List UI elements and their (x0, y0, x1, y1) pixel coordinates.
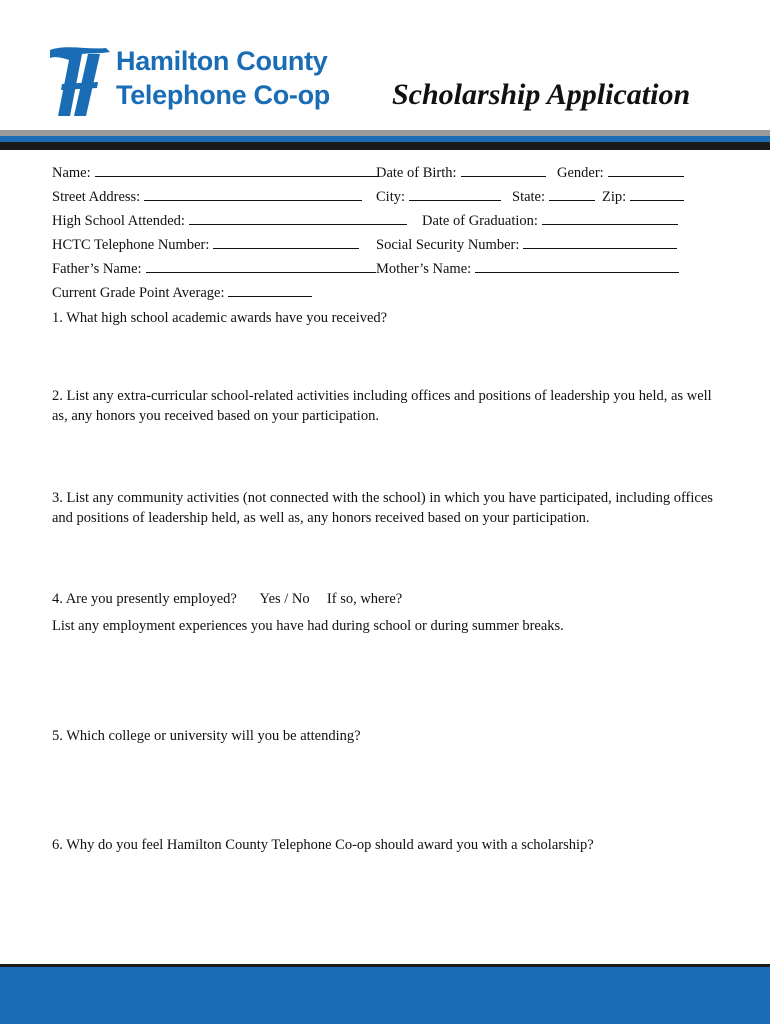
h-logo-icon (48, 46, 114, 118)
high-school-label: High School Attended: (52, 213, 185, 229)
mother-input-line[interactable] (475, 260, 679, 273)
mother-field-row (376, 260, 679, 278)
ssn-input-line[interactable] (523, 236, 677, 249)
phone-input-line[interactable] (213, 236, 359, 249)
dob-input-line[interactable] (461, 164, 546, 177)
state-label: State: (512, 189, 546, 205)
logo-text-line1: Hamilton County (116, 46, 328, 76)
phone-field-row (52, 236, 359, 254)
grad-date-input-line[interactable] (542, 212, 678, 225)
high-school-input-line[interactable] (189, 212, 407, 225)
state-input-line[interactable] (549, 188, 595, 201)
gender-field-row (557, 164, 684, 182)
mother-label: Mother’s Name: (376, 261, 472, 277)
gpa-input-line[interactable] (228, 284, 312, 297)
father-input-line[interactable] (146, 260, 376, 273)
street-input-line[interactable] (144, 188, 362, 201)
name-field-row (52, 164, 379, 182)
state-field-row (512, 188, 595, 206)
question-2: 2. List any extra-curricular school-related activities including offices and positions of leadership you held, as well as, any honors you received based on your participation. (52, 388, 712, 424)
city-label: City: (376, 189, 406, 205)
gender-label: Gender: (557, 165, 604, 181)
city-field-row (376, 188, 501, 206)
zip-field-row (602, 188, 684, 206)
logo-text-line2: Telephone Co-op (116, 80, 330, 110)
zip-label: Zip: (602, 189, 627, 205)
header-rule-black (0, 142, 770, 150)
dob-field-row (376, 164, 546, 182)
question-4: 4. Are you presently employed? (52, 591, 237, 607)
document-title: Scholarship Application (392, 78, 691, 111)
city-input-line[interactable] (409, 188, 501, 201)
ssn-field-row (376, 236, 677, 254)
company-logo (48, 46, 348, 118)
gpa-field-row (52, 284, 312, 302)
footer-bar (0, 964, 770, 1024)
grad-date-field-row (422, 212, 678, 230)
dob-label: Date of Birth: (376, 165, 457, 181)
question-3: 3. List any community activities (not connected with the school) in which you have participated, including offices and positions of leadership held, as well as, any honors received based on your participation. (52, 490, 713, 526)
gpa-label: Current Grade Point Average: (52, 285, 225, 301)
ssn-label: Social Security Number: (376, 237, 520, 253)
gender-input-line[interactable] (608, 164, 684, 177)
question-1: 1. What high school academic awards have you received? (52, 310, 388, 326)
question-4-row (52, 590, 402, 608)
father-field-row (52, 260, 376, 278)
grad-date-label: Date of Graduation: (422, 213, 538, 229)
phone-label: HCTC Telephone Number: (52, 237, 210, 253)
question-5: 5. Which college or university will you be attending? (52, 728, 361, 744)
question-4-yes-no[interactable]: Yes / No (259, 591, 310, 607)
name-label: Name: (52, 165, 91, 181)
zip-input-line[interactable] (630, 188, 684, 201)
question-4-where: If so, where? (326, 591, 403, 607)
father-label: Father’s Name: (52, 261, 142, 277)
name-input-line[interactable] (95, 164, 379, 177)
street-label: Street Address: (52, 189, 141, 205)
street-field-row (52, 188, 362, 206)
high-school-field-row (52, 212, 407, 230)
question-6: 6. Why do you feel Hamilton County Telephone Co-op should award you with a scholarship? (52, 837, 594, 853)
question-4-followup: List any employment experiences you have had during school or during summer breaks. (52, 618, 564, 634)
